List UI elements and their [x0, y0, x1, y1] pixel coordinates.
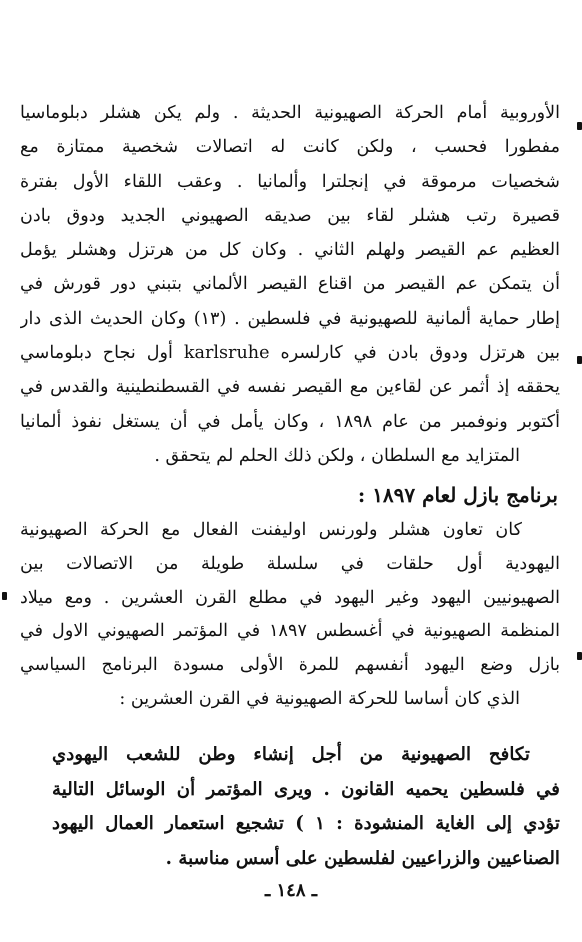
- margin-mark: [2, 592, 7, 600]
- margin-mark: [577, 122, 582, 130]
- text-line: مفطورا فحسب ، ولكن كانت له اتصالات شخصية ممتازة مع: [20, 137, 560, 158]
- page-number: ـ ١٤٨ ـ: [264, 880, 318, 901]
- text-line: تؤدي إلى الغاية المنشودة : ١ ) تشجيع استعمار العمال اليهود: [52, 813, 560, 835]
- text-line: الأوروبية أمام الحركة الصهيونية الحديثة . ولم يكن هشلر دبلوماسيا: [20, 103, 560, 123]
- text-line: اليهودية أول حلقات في سلسلة طويلة من الاتصالات بين: [20, 553, 560, 574]
- margin-mark: [577, 356, 582, 364]
- section-heading: برنامج بازل لعام ١٨٩٧ :: [357, 483, 558, 507]
- text-line: في فلسطين يحميه القانون . ويرى المؤتمر أن الوسائل التالية: [52, 778, 560, 800]
- program-quote: [52, 738, 560, 876]
- text-line: قصيرة رتب هشلر لقاء بين صديقه الصهيوني الجديد ودوق بادن: [20, 205, 560, 226]
- paragraph-basel: [20, 514, 560, 717]
- margin-mark: [577, 652, 582, 660]
- text-line: أن يتمكن عم القيصر من اقناع القيصر الألماني بتبني دور قورش في: [20, 274, 560, 295]
- text-line: المتزايد مع السلطان ، ولكن ذلك الحلم لم يتحقق .: [154, 445, 520, 466]
- paragraph-intro: [20, 96, 560, 473]
- text-line: كان تعاون هشلر ولورنس اوليفنت الفعال مع الحركة الصهيونية: [20, 520, 522, 540]
- text-line: أكتوبر ونوفمبر من عام ١٨٩٨ ، وكان يأمل في أن يستغل نفوذ ألمانيا: [20, 411, 560, 432]
- text-line: بين هرتزل ودوق بادن في كارلسره karlsruhe أول نجاح دبلوماسي: [20, 343, 560, 364]
- text-line: الذي كان أساسا للحركة الصهيونية في القرن العشرين :: [119, 688, 520, 709]
- text-line: شخصيات مرموقة في إنجلترا وألمانيا . وعقب اللقاء الأول بفترة: [20, 171, 560, 192]
- text-line: العظيم عم القيصر ولهلم الثاني . وكان كل من هرتزل وهشلر يؤمل: [20, 240, 560, 261]
- text-line: الصناعيين والزراعيين لفلسطين على أسس مناسبة .: [165, 847, 560, 869]
- text-line: يحققه إذ أثمر عن لقاءين مع القيصر نفسه في القسطنطينية والقدس في: [20, 377, 560, 398]
- text-line: إطار حماية ألمانية للصهيونية في فلسطين . (١٣) وكان الحديث الذى دار: [20, 308, 560, 329]
- text-line: بازل وضع اليهود أنفسهم للمرة الأولى مسودة البرنامج السياسي: [20, 655, 560, 676]
- text-line: الصهيونيين اليهود وغير اليهود في مطلع القرن العشرين . ومع ميلاد: [20, 587, 560, 608]
- text-line: المنظمة الصهيونية في أغسطس ١٨٩٧ في المؤتمر الصهيوني الاول في: [20, 621, 560, 642]
- text-line: تكافح الصهيونية من أجل إنشاء وطن للشعب اليهودي: [52, 744, 530, 765]
